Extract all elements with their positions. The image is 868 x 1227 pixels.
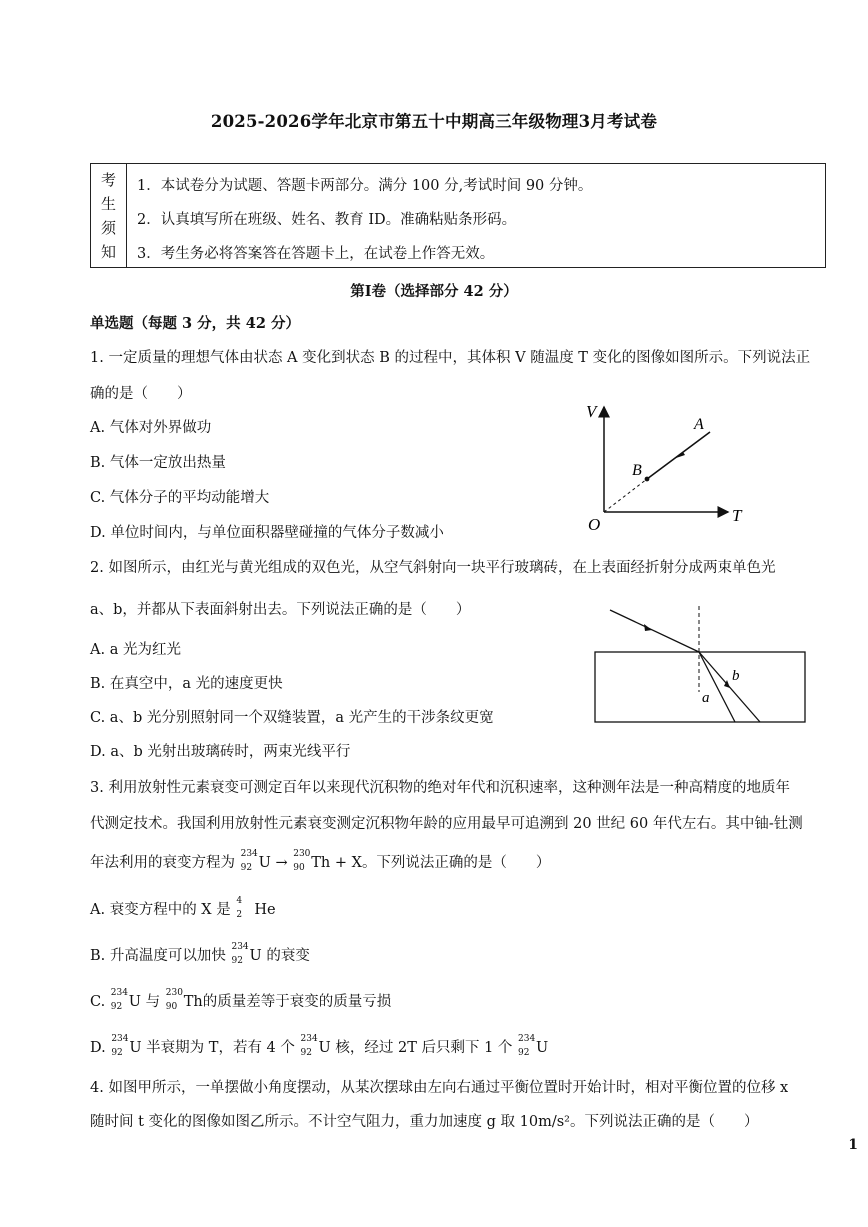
q1-stem-line2: 确的是（ ）	[90, 386, 192, 402]
q2-option-d: D. a、b 光射出玻璃砖时，两束光线平行	[90, 744, 351, 760]
process-line	[647, 432, 710, 479]
q3-option-d: D. 234 92 U 半衰期为 T，若有 4 个 234 92 U 核，经过 2T 后只剩下 1 个 234 92 U	[90, 1034, 549, 1058]
nuclide-u234: 234 92 U	[111, 1034, 142, 1058]
exam-title: 2025-2026学年北京市第五十中期高三年级物理3月考试卷	[210, 112, 658, 131]
q3-option-a: A. 衰变方程中的 X 是 4 2 He	[90, 896, 276, 920]
glass-brick	[595, 652, 805, 722]
q2-option-b: B. 在真空中，a 光的速度更快	[90, 676, 283, 692]
q2-option-a: A. a 光为红光	[90, 642, 181, 658]
reaction-arrow: →	[275, 855, 288, 871]
q3-stem-line2: 代测定技术。我国利用放射性元素衰变测定沉积物年龄的应用最早可追溯到 20 世纪 60 年代左右。其中铀-钍测	[90, 816, 803, 832]
point-b-label: B	[632, 462, 642, 479]
nuclide-u234: 234 92 U	[300, 1034, 331, 1058]
q3-option-c: C. 234 92 U 与 230 90 Th的质量差等于衰变的质量亏损	[90, 988, 392, 1012]
nuclide-th230: 230 90 Th	[165, 988, 203, 1012]
nuclide-u234: 234 92 U	[110, 988, 142, 1012]
q4-stem-line1: 4. 如图甲所示，一单摆做小角度摆动，从某次摆球由左向右通过平衡位置时开始计时，相对平衡位置的位移 x	[90, 1080, 789, 1096]
notice-side-label	[91, 164, 127, 267]
q4-stem-line2: 随时间 t 变化的图像如图乙所示。不计空气阻力，重力加速度 g 取 10m/s²。下列说法正确的是（ ）	[90, 1114, 759, 1130]
origin-label: O	[588, 515, 601, 534]
q2-option-c: C. a、b 光分别照射同一个双缝装置，a 光产生的干涉条纹更宽	[90, 710, 494, 726]
incident-ray	[610, 610, 699, 652]
q2-glass-figure	[590, 600, 815, 728]
q3-option-b: B. 升高温度可以加快 234 92 U 的衰变	[90, 942, 310, 966]
nuclide-th230: 230 90 Th	[293, 849, 331, 873]
nuclide-u234: 234 92 U	[231, 942, 262, 966]
nuclide-u234: 234 92 U	[518, 1034, 549, 1058]
t-axis-label: T	[732, 506, 742, 525]
nuclide-u234: 234 92 U	[240, 849, 271, 873]
ray-a-label: a	[702, 690, 710, 706]
q1-option-a: A. 气体对外界做功	[90, 420, 212, 436]
question-group-heading: 单选题（每题 3 分，共 42 分）	[90, 315, 300, 332]
notice-side-char: 知	[100, 242, 116, 261]
direction-arrow	[676, 452, 685, 458]
q3-stem-line1: 3. 利用放射性元素衰变可测定百年以来现代沉积物的绝对年代和沉积速率，这种测年法是一种高精度的地质年	[90, 780, 790, 796]
notice-box	[90, 163, 826, 268]
q2-stem-line1: 2. 如图所示，由红光与黄光组成的双色光，从空气斜射向一块平行玻璃砖，在上表面经折射分成两束单色光	[90, 560, 776, 576]
notice-side-char: 须	[100, 218, 116, 237]
point-a-label: A	[694, 416, 704, 433]
q1-option-c: C. 气体分子的平均动能增大	[90, 490, 270, 506]
page-number: 1	[848, 1137, 858, 1153]
notice-side-char: 考	[100, 171, 116, 190]
q2-stem-line2: a、b，并都从下表面斜射出去。下列说法正确的是（ ）	[90, 602, 471, 618]
ray-b-label: b	[732, 668, 740, 684]
q1-vt-graph	[580, 395, 760, 535]
point-b	[645, 477, 650, 482]
notice-row: 1．本试卷分为试题、答题卡两部分。满分 100 分,考试时间 90 分钟。	[137, 178, 593, 194]
q3-stem-tail: 。下列说法正确的是（ ）	[361, 855, 551, 871]
notice-row: 2．认真填写所在班级、姓名、教育 ID。准确粘贴条形码。	[137, 212, 517, 228]
plus-sign: +	[334, 855, 347, 871]
q3-stem-line3	[90, 851, 550, 872]
q1-option-d: D. 单位时间内，与单位面积器壁碰撞的气体分子数减小	[90, 525, 444, 541]
nuclide-he4: 4 2 He	[236, 896, 276, 920]
extension-line	[604, 479, 647, 512]
q1-stem-line1: 1. 一定质量的理想气体由状态 A 变化到状态 B 的过程中，其体积 V 随温度 T 变化的图像如图所示。下列说法正	[90, 350, 811, 366]
q3-stem-text: 年法利用的衰变方程为	[90, 855, 235, 871]
q1-option-b: B. 气体一定放出热量	[90, 455, 226, 471]
particle-x: X	[351, 855, 362, 871]
v-axis-label: V	[586, 402, 597, 421]
section-title: 第Ⅰ卷（选择部分 42 分）	[350, 283, 518, 300]
incident-arrow	[644, 624, 652, 631]
notice-side-char: 生	[100, 195, 116, 214]
notice-row: 3．考生务必将答案答在答题卡上，在试卷上作答无效。	[137, 246, 495, 262]
